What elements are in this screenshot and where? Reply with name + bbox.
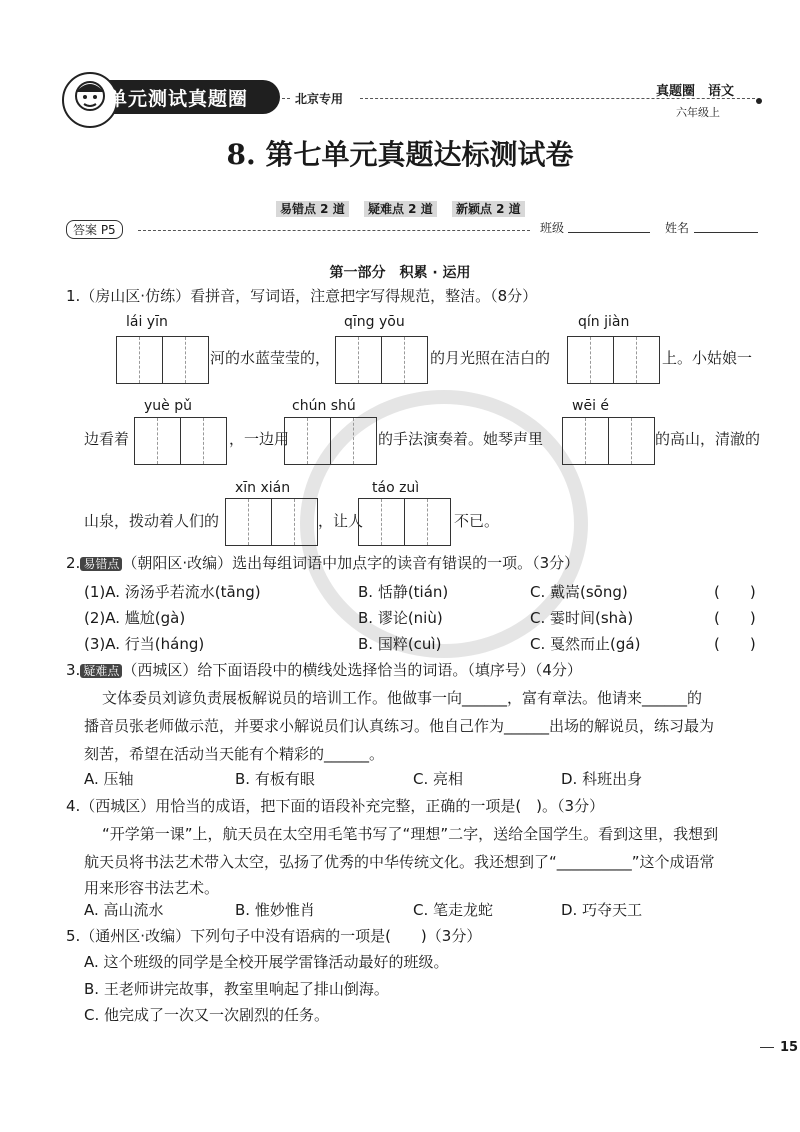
pinyin-4: yuè pǔ [144, 398, 192, 414]
header-brand: 真题圈 语文 [656, 84, 735, 99]
q2-r1-b: B. 恬静(tián) [358, 583, 449, 601]
badge-hard: 疑难点 [80, 664, 122, 678]
q2-stem: （朝阳区·改编）选出每组词语中加点字的读音有错误的一项。（3分） [122, 554, 580, 572]
q5-option-b: B. 王老师讲完故事，教室里响起了排山倒海。 [84, 980, 389, 998]
pinyin-2: qīng yōu [344, 314, 405, 330]
section-heading: 第一部分 积累 · 运用 [329, 265, 471, 281]
answer-grid-6[interactable] [562, 417, 655, 465]
q2-r2-answer[interactable]: ( ) [714, 609, 756, 627]
q2-r3-answer[interactable]: ( ) [714, 635, 756, 653]
q2-r1-a: (1)A. 汤汤乎若流水(tāng) [84, 583, 261, 601]
q2-r3-a: (3)A. 行当(háng) [84, 635, 205, 653]
page-number-dash [760, 1047, 774, 1048]
stat-new: 新颖点 2 道 [452, 201, 525, 217]
answer-dash-line [138, 230, 530, 231]
q3-para-1: 文体委员刘谚负责展板解说员的培训工作。他做事一向______，富有章法。他请来______的 [102, 689, 703, 707]
q3-number: 3. [66, 661, 81, 679]
header-divider [282, 98, 290, 99]
page-title: 8. 第七单元真题达标测试卷 [226, 138, 574, 171]
q1-text-7: 的高山，清澈的 [655, 430, 761, 448]
q3-stem-row [66, 663, 582, 678]
header-banner-text: 单元测试真题圈 [108, 88, 249, 110]
q2-r2-c: C. 霎时间(shà) [530, 609, 634, 627]
q4-option-d: D. 巧夺天工 [561, 901, 643, 919]
q3-option-b: B. 有板有眼 [235, 770, 315, 788]
answer-reference: 答案 P5 [66, 220, 123, 239]
class-label: 班级 [540, 221, 565, 235]
q4-option-a: A. 高山流水 [84, 901, 164, 919]
q2-r2-a: (2)A. 尴尬(gà) [84, 609, 186, 627]
header-region: 北京专用 [295, 92, 344, 106]
q4-para-2: 航天员将书法艺术带入太空，弘扬了优秀的中华传统文化。我还想到了“__________”这个成语常 [84, 853, 715, 871]
q4-option-b: B. 惟妙惟肖 [235, 901, 315, 919]
answer-grid-3[interactable] [567, 336, 660, 384]
header-dot [756, 98, 762, 104]
name-label: 姓名 [665, 221, 690, 235]
answer-grid-2[interactable] [335, 336, 428, 384]
q2-r1-c: C. 戴嵩(sōng) [530, 583, 628, 601]
header-grade: 六年级上 [676, 106, 720, 119]
q2-r3-b: B. 国粹(cuì) [358, 635, 442, 653]
q2-r1-answer[interactable]: ( ) [714, 583, 756, 601]
answer-grid-4[interactable] [134, 417, 227, 465]
q4-stem: 4.（西城区）用恰当的成语，把下面的语段补充完整，正确的一项是( )。（3分） [66, 797, 605, 815]
stat-easy-error: 易错点 2 道 [276, 201, 349, 217]
stat-hard: 疑难点 2 道 [364, 201, 437, 217]
badge-easy-error: 易错点 [80, 557, 122, 571]
q3-para-3: 刻苦，希望在活动当天能有个精彩的______。 [84, 745, 385, 763]
q1-text-9: ，让人 [318, 512, 364, 530]
answer-grid-7[interactable] [225, 498, 318, 546]
answer-grid-1[interactable] [116, 336, 209, 384]
name-field[interactable] [694, 232, 758, 233]
q5-stem: 5.（通州区·改编）下列句子中没有语病的一项是( )（3分） [66, 927, 482, 945]
q1-text-4: 边看着 [84, 430, 130, 448]
q4-para-1: “开学第一课”上，航天员在太空用毛笔书写了“理想”二字，送给全国学生。看到这里，我想到 [102, 825, 719, 843]
q2-r2-b: B. 谬论(niù) [358, 609, 443, 627]
page-number: 15 [780, 1040, 799, 1055]
q1-text-1: 河的水蓝莹莹的， [210, 349, 331, 367]
q5-option-c: C. 他完成了一次又一次剧烈的任务。 [84, 1006, 330, 1024]
q2-stem-row [66, 556, 579, 571]
q5-option-a: A. 这个班级的同学是全校开展学雷锋活动最好的班级。 [84, 953, 449, 971]
pinyin-8: táo zuì [372, 480, 420, 496]
answer-grid-8[interactable] [358, 498, 451, 546]
answer-grid-5[interactable] [284, 417, 377, 465]
q1-text-2: 的月光照在洁白的 [430, 349, 551, 367]
q1-text-5: ，一边用 [229, 430, 290, 448]
pinyin-5: chún shú [292, 398, 356, 414]
q1-text-10: 不已。 [454, 512, 500, 530]
class-field[interactable] [568, 232, 650, 233]
q3-option-c: C. 亮相 [413, 770, 464, 788]
q3-option-a: A. 压轴 [84, 770, 134, 788]
pinyin-6: wēi é [572, 398, 610, 414]
pinyin-1: lái yīn [126, 314, 168, 330]
q1-text-6: 的手法演奏着。她琴声里 [378, 430, 544, 448]
q4-para-3: 用来形容书法艺术。 [84, 879, 220, 897]
q4-option-c: C. 笔走龙蛇 [413, 901, 494, 919]
q1-text-3: 上。小姑娘一 [662, 349, 753, 367]
q3-option-d: D. 科班出身 [561, 770, 643, 788]
pinyin-7: xīn xián [235, 480, 291, 496]
stats-bar [276, 198, 525, 217]
q3-para-2: 播音员张老师做示范，并要求小解说员们认真练习。他自己作为______出场的解说员，练习最为 [84, 717, 715, 735]
q1-text-8: 山泉，拨动着人们的 [84, 512, 220, 530]
q2-r3-c: C. 戛然而止(gá) [530, 635, 641, 653]
q2-number: 2. [66, 554, 81, 572]
q3-stem: （西城区）给下面语段中的横线处选择恰当的词语。（填序号）（4分） [122, 661, 582, 679]
pinyin-3: qín jiàn [578, 314, 630, 330]
q1-stem: 1.（房山区·仿练）看拼音，写词语，注意把字写得规范，整洁。（8分） [66, 287, 538, 305]
